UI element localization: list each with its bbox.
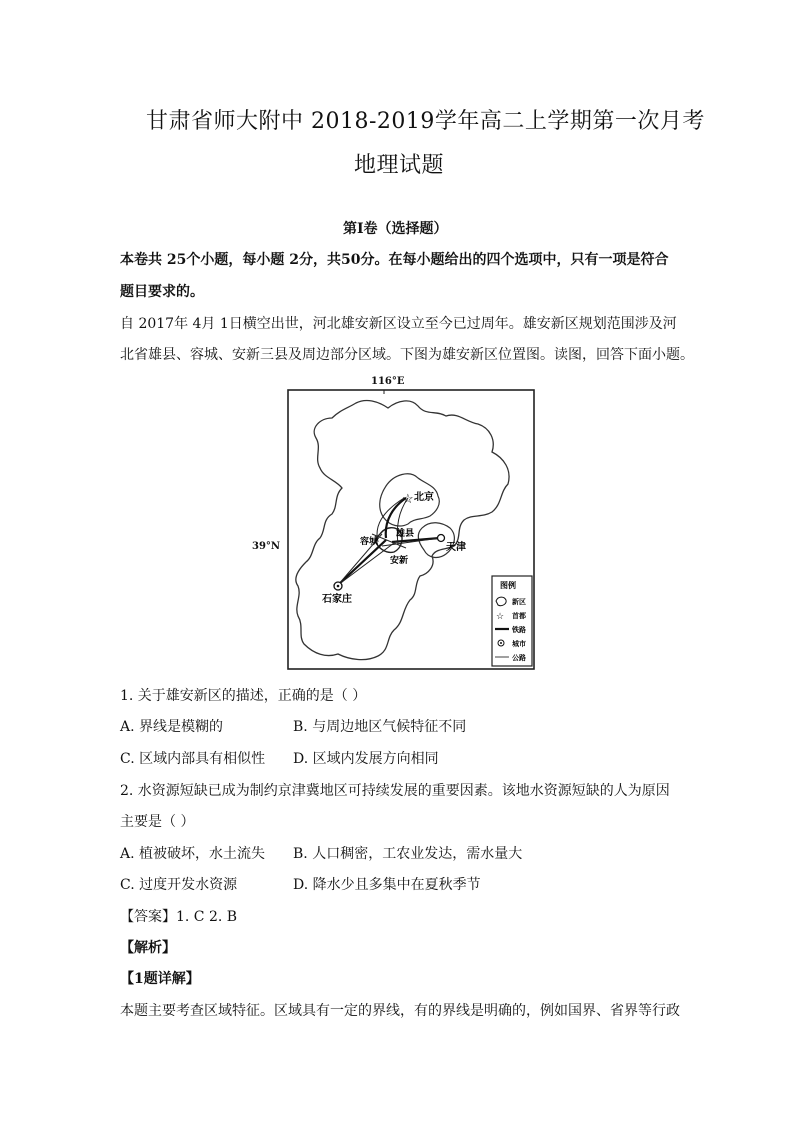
intro-line-2: 北省雄县、容城、安新三县及周边部分区域。下图为雄安新区位置图。读图，回答下面小题。 [120,347,694,363]
q2-option-a: A. 植被破坏，水土流失 [120,846,266,862]
explanation-line-1: 本题主要考查区域特征。区域具有一定的界线，有的界线是明确的，例如国界、省界等行政 [120,1003,680,1019]
legend-title: 图例 [500,580,516,590]
beijing-label: 北京 [414,492,434,503]
legend-capital-icon: ☆ [496,612,505,622]
longitude-label-outer: 116°E [371,376,405,387]
q2-option-b: B. 人口稠密，工农业发达，需水量大 [293,846,523,862]
q1-option-d: D. 区域内发展方向相同 [293,751,439,767]
map-svg [286,388,536,671]
tianjin-label: 天津 [446,542,466,553]
latitude-label: 39°N [252,541,281,552]
legend-city-dot [500,642,502,644]
answer-line: 【答案】1. C 2. B [120,909,238,925]
detail-1-heading: 【1题详解】 [120,971,200,987]
q1-stem: 1. 关于雄安新区的描述，正确的是（ ） [120,688,367,704]
instructions-line-2: 题目要求的。 [120,284,204,300]
section-title: 第Ⅰ卷（选择题） [343,221,448,237]
q1-option-c: C. 区域内部具有相似性 [120,751,266,767]
legend-item-railway: 铁路 [512,625,526,634]
q2-stem-line-2: 主要是（ ） [120,814,195,830]
q1-option-b: B. 与周边地区气候特征不同 [293,719,467,735]
q1-option-a: A. 界线是模糊的 [120,719,224,735]
location-map [286,388,536,671]
title-line-2: 地理试题 [354,153,445,178]
xiongxian-label: 雄县 [396,529,415,539]
legend-item-city: 城市 [512,639,526,648]
legend-item-newarea: 新区 [512,597,526,606]
title-line-1: 甘肃省师大附中 2018-2019学年高二上学期第一次月考 [146,109,705,134]
shijiazhuang-label: 石家庄 [322,594,352,605]
q2-option-c: C. 过度开发水资源 [120,877,238,893]
legend-item-highway: 公路 [512,653,526,662]
instructions-line-1: 本卷共 25个小题，每小题 2分，共50分。在每小题给出的四个选项中，只有一项是符合 [120,252,669,268]
anxin-label: 安新 [390,556,409,566]
shijiazhuang-dot [337,585,340,588]
q2-stem-line-1: 2. 水资源短缺已成为制约京津冀地区可持续发展的重要因素。该地水资源短缺的人为原因 [120,783,670,799]
q2-option-d: D. 降水少且多集中在夏秋季节 [293,877,481,893]
analysis-heading: 【解析】 [120,940,176,956]
tianjin-city-icon [438,535,445,542]
map-legend [492,576,532,666]
capital-star-icon: ☆ [402,492,414,507]
rongcheng-label: 容城 [360,537,379,547]
intro-line-1: 自 2017年 4月 1日横空出世，河北雄安新区设立至今已过周年。雄安新区规划范围涉及河 [120,316,677,332]
legend-item-capital: 首都 [512,611,526,620]
